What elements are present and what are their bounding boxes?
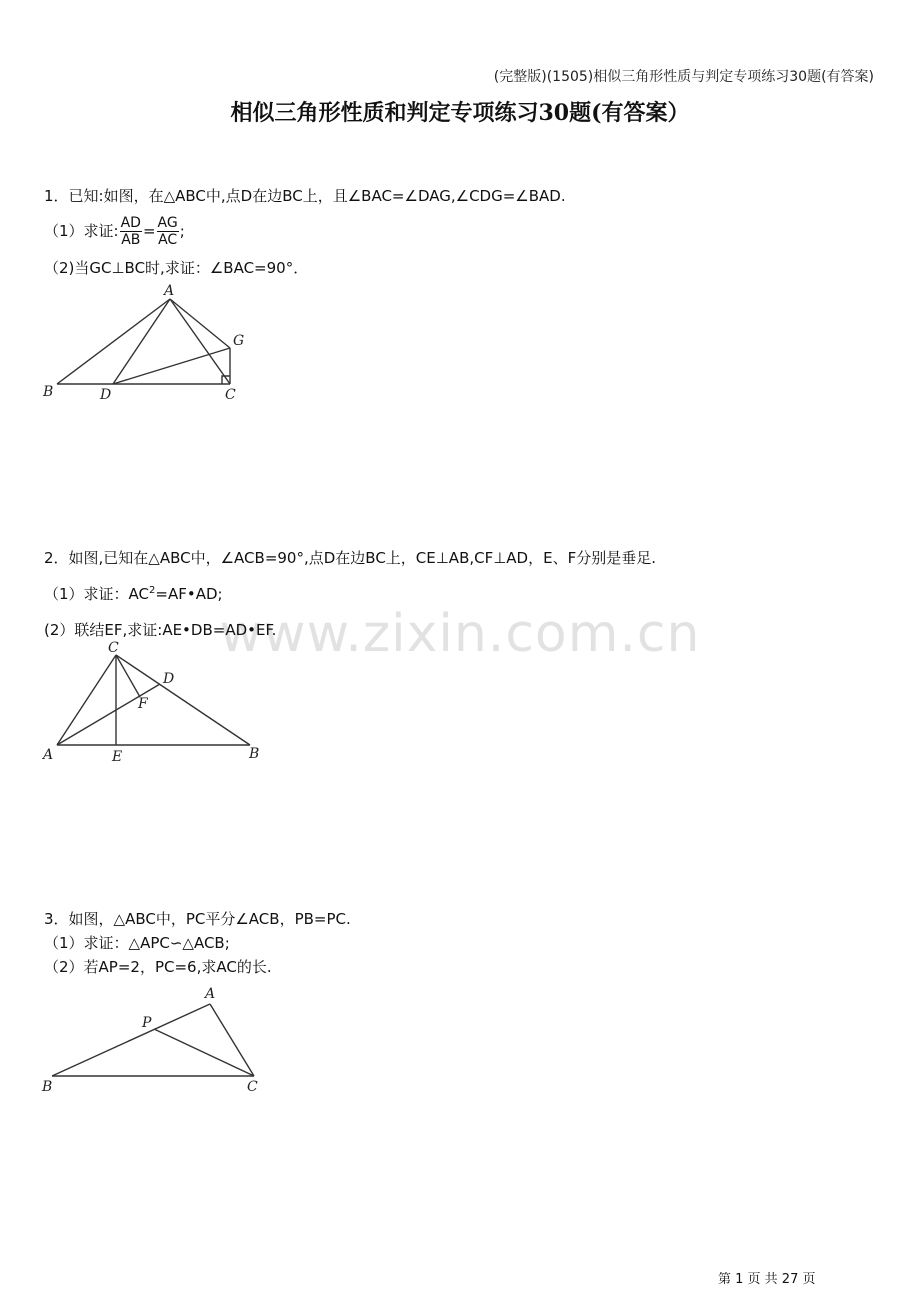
problem-1-part-2: （2)当GC⊥BC时,求证：∠BAC=90°． <box>44 259 309 277</box>
segment-ad <box>113 299 170 384</box>
superscript-2: 2 <box>149 585 156 596</box>
problem-2-statement: 2．如图,已知在△ABC中，∠ACB=90°,点D在边BC上，CE⊥AB,CF⊥AD，E、F分别是垂足. <box>44 549 656 567</box>
label-d: D <box>100 387 112 403</box>
label-a-3: A <box>205 986 216 1002</box>
label-g: G <box>233 333 245 349</box>
segment-dg <box>113 348 230 384</box>
problem-3-part-2: （2）若AP=2，PC=6,求AC的长. <box>44 958 272 976</box>
label-a-2: A <box>43 747 54 763</box>
problem-1-part-1-suffix: ; <box>179 222 185 240</box>
header-note: (完整版)(1505)相似三角形性质与判定专项练习30题(有答案) <box>493 69 874 85</box>
problem-1-statement: 1．已知:如图，在△ABC中,点D在边BC上，且∠BAC=∠DAG,∠CDG=∠BAD. <box>44 187 566 205</box>
problem-3-statement: 3．如图，△ABC中，PC平分∠ACB，PB=PC. <box>44 910 351 928</box>
label-d-2: D <box>163 671 175 687</box>
label-f-2: F <box>138 696 148 712</box>
problem-2-part-1 <box>44 584 223 604</box>
problem-2-part-1-a: （1）求证：AC <box>44 585 150 603</box>
problem-2-part-1-b: =AF•AD; <box>155 585 223 603</box>
problem-1-part-1-prefix: （1）求证: <box>44 222 119 240</box>
label-c-2: C <box>108 640 119 656</box>
document-title: 相似三角形性质和判定专项练习30题(有答案） <box>230 100 690 126</box>
label-c-3: C <box>247 1079 258 1095</box>
label-a: A <box>164 283 175 299</box>
equals-sign: = <box>142 222 156 240</box>
page-footer: 第 1 页 共 27 页 <box>718 1272 816 1287</box>
label-b-3: B <box>42 1079 53 1095</box>
label-p-3: P <box>142 1015 152 1031</box>
segment-ba-3 <box>52 1004 210 1076</box>
problem-2-part-2: (2）联结EF,求证:AE•DB=AD•EF. <box>44 621 277 639</box>
segment-ad-2 <box>57 684 160 745</box>
label-c: C <box>225 387 236 403</box>
label-b: B <box>43 384 54 400</box>
watermark: www.zixin.com.cn <box>219 604 701 664</box>
fraction-numerator: AD <box>120 215 141 231</box>
label-b-2: B <box>249 746 260 762</box>
fraction-denominator: AC <box>158 232 178 248</box>
segment-cb-2 <box>116 655 250 745</box>
fraction-denominator: AB <box>121 232 141 248</box>
label-e-2: E <box>112 749 123 765</box>
segment-ac-2 <box>57 655 116 745</box>
segment-cf-2 <box>116 655 140 697</box>
problem-3-part-1: （1）求证：△APC∽△ACB; <box>44 934 230 952</box>
fraction-numerator: AG <box>157 215 178 231</box>
